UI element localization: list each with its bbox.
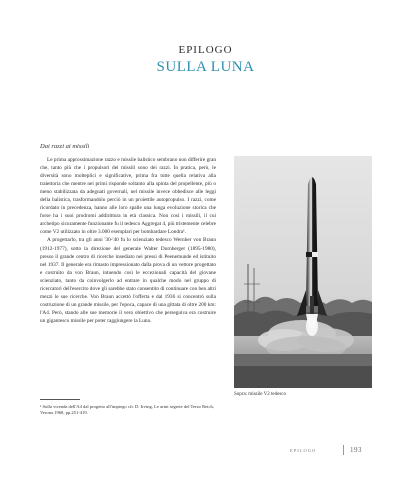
v2-rocket-photo <box>234 156 372 388</box>
page-number: 193 <box>350 446 362 454</box>
footnote: ¹ Sulla vicenda dell'A4 dal progetto all'impiego cfr. D. Irving, Le armi segrete del Terzo Reich, Verona 1968, pp.251-419. <box>40 404 214 415</box>
folio-separator <box>343 445 344 455</box>
body-paragraph: A progettarlo, tra gli anni '30-'40 fu lo scienziato tedesco Wernher von Braun (1912-1977), sotto la direzione del generale Walter Dornberger (1895-1980), presso il grande centro di ricerche insediato nei pressi di Peenemunde ed istituito nel 1937. Il generale era rimasto impressionato dalla prova di un vettore progettato e costruito da von Braun, intuendo così le eccezionali capacità del giovane scienziato, tanto da coinvolgerlo ad entrare in qualche modo nel gruppo di ricercatori dell'esercito dove gli sarebbe stato consentito di continuare con ben altri mezzi le sue ricerche. Von Braun accettò l'offerta e dal 1936 si concentrò sulla costruzione di un grande missile, per l'epoca, capace di una gittata di oltre 200 km: l'A4. Però, stando alle sue memorie il vero obiettivo che perseguiva era costruire un gigantesco missile per poter raggiungere la Luna. <box>40 237 216 324</box>
footnote-rule <box>40 399 80 400</box>
chapter-kicker: EPILOGO <box>178 44 233 56</box>
running-foot: EPILOGO <box>290 448 317 453</box>
body-text-column <box>40 156 216 325</box>
rocket-launch-illustration <box>234 156 372 388</box>
section-heading: Dai razzi ai missili <box>40 143 90 150</box>
chapter-title: SULLA LUNA <box>156 59 255 75</box>
body-paragraph: Le prima approssimazione razzo e missile balistico sembrano non differire gran che, tanto più che i propulsori dei missili sono dei razzi. In pratica, però, le diversità sono molteplici e significative, prima fra tutte quella relativa alla traiettoria che mentre nei primi risponde soltanto alla spinta del propellente, più o meno stabilizzata da adeguati governali, nel missile invece obbedisce alle leggi della balistica, trasformandolo perciò in un proiettile autopropulso. I razzi, come ricordato in precedenza, hanno alle loro spalle una lunga evoluzione storica che forse ha i suoi prodromi addirittura in età classica. Non così i missili, il cui archetipo sicuramente funzionante fu il tedesco Aggregat 4, più tristemente celebre come V2 utilizzato in oltre 3.000 esemplari per bombardare Londra¹. <box>40 157 216 236</box>
photo-caption: Sopra: missile V2 tedesco <box>234 392 286 397</box>
